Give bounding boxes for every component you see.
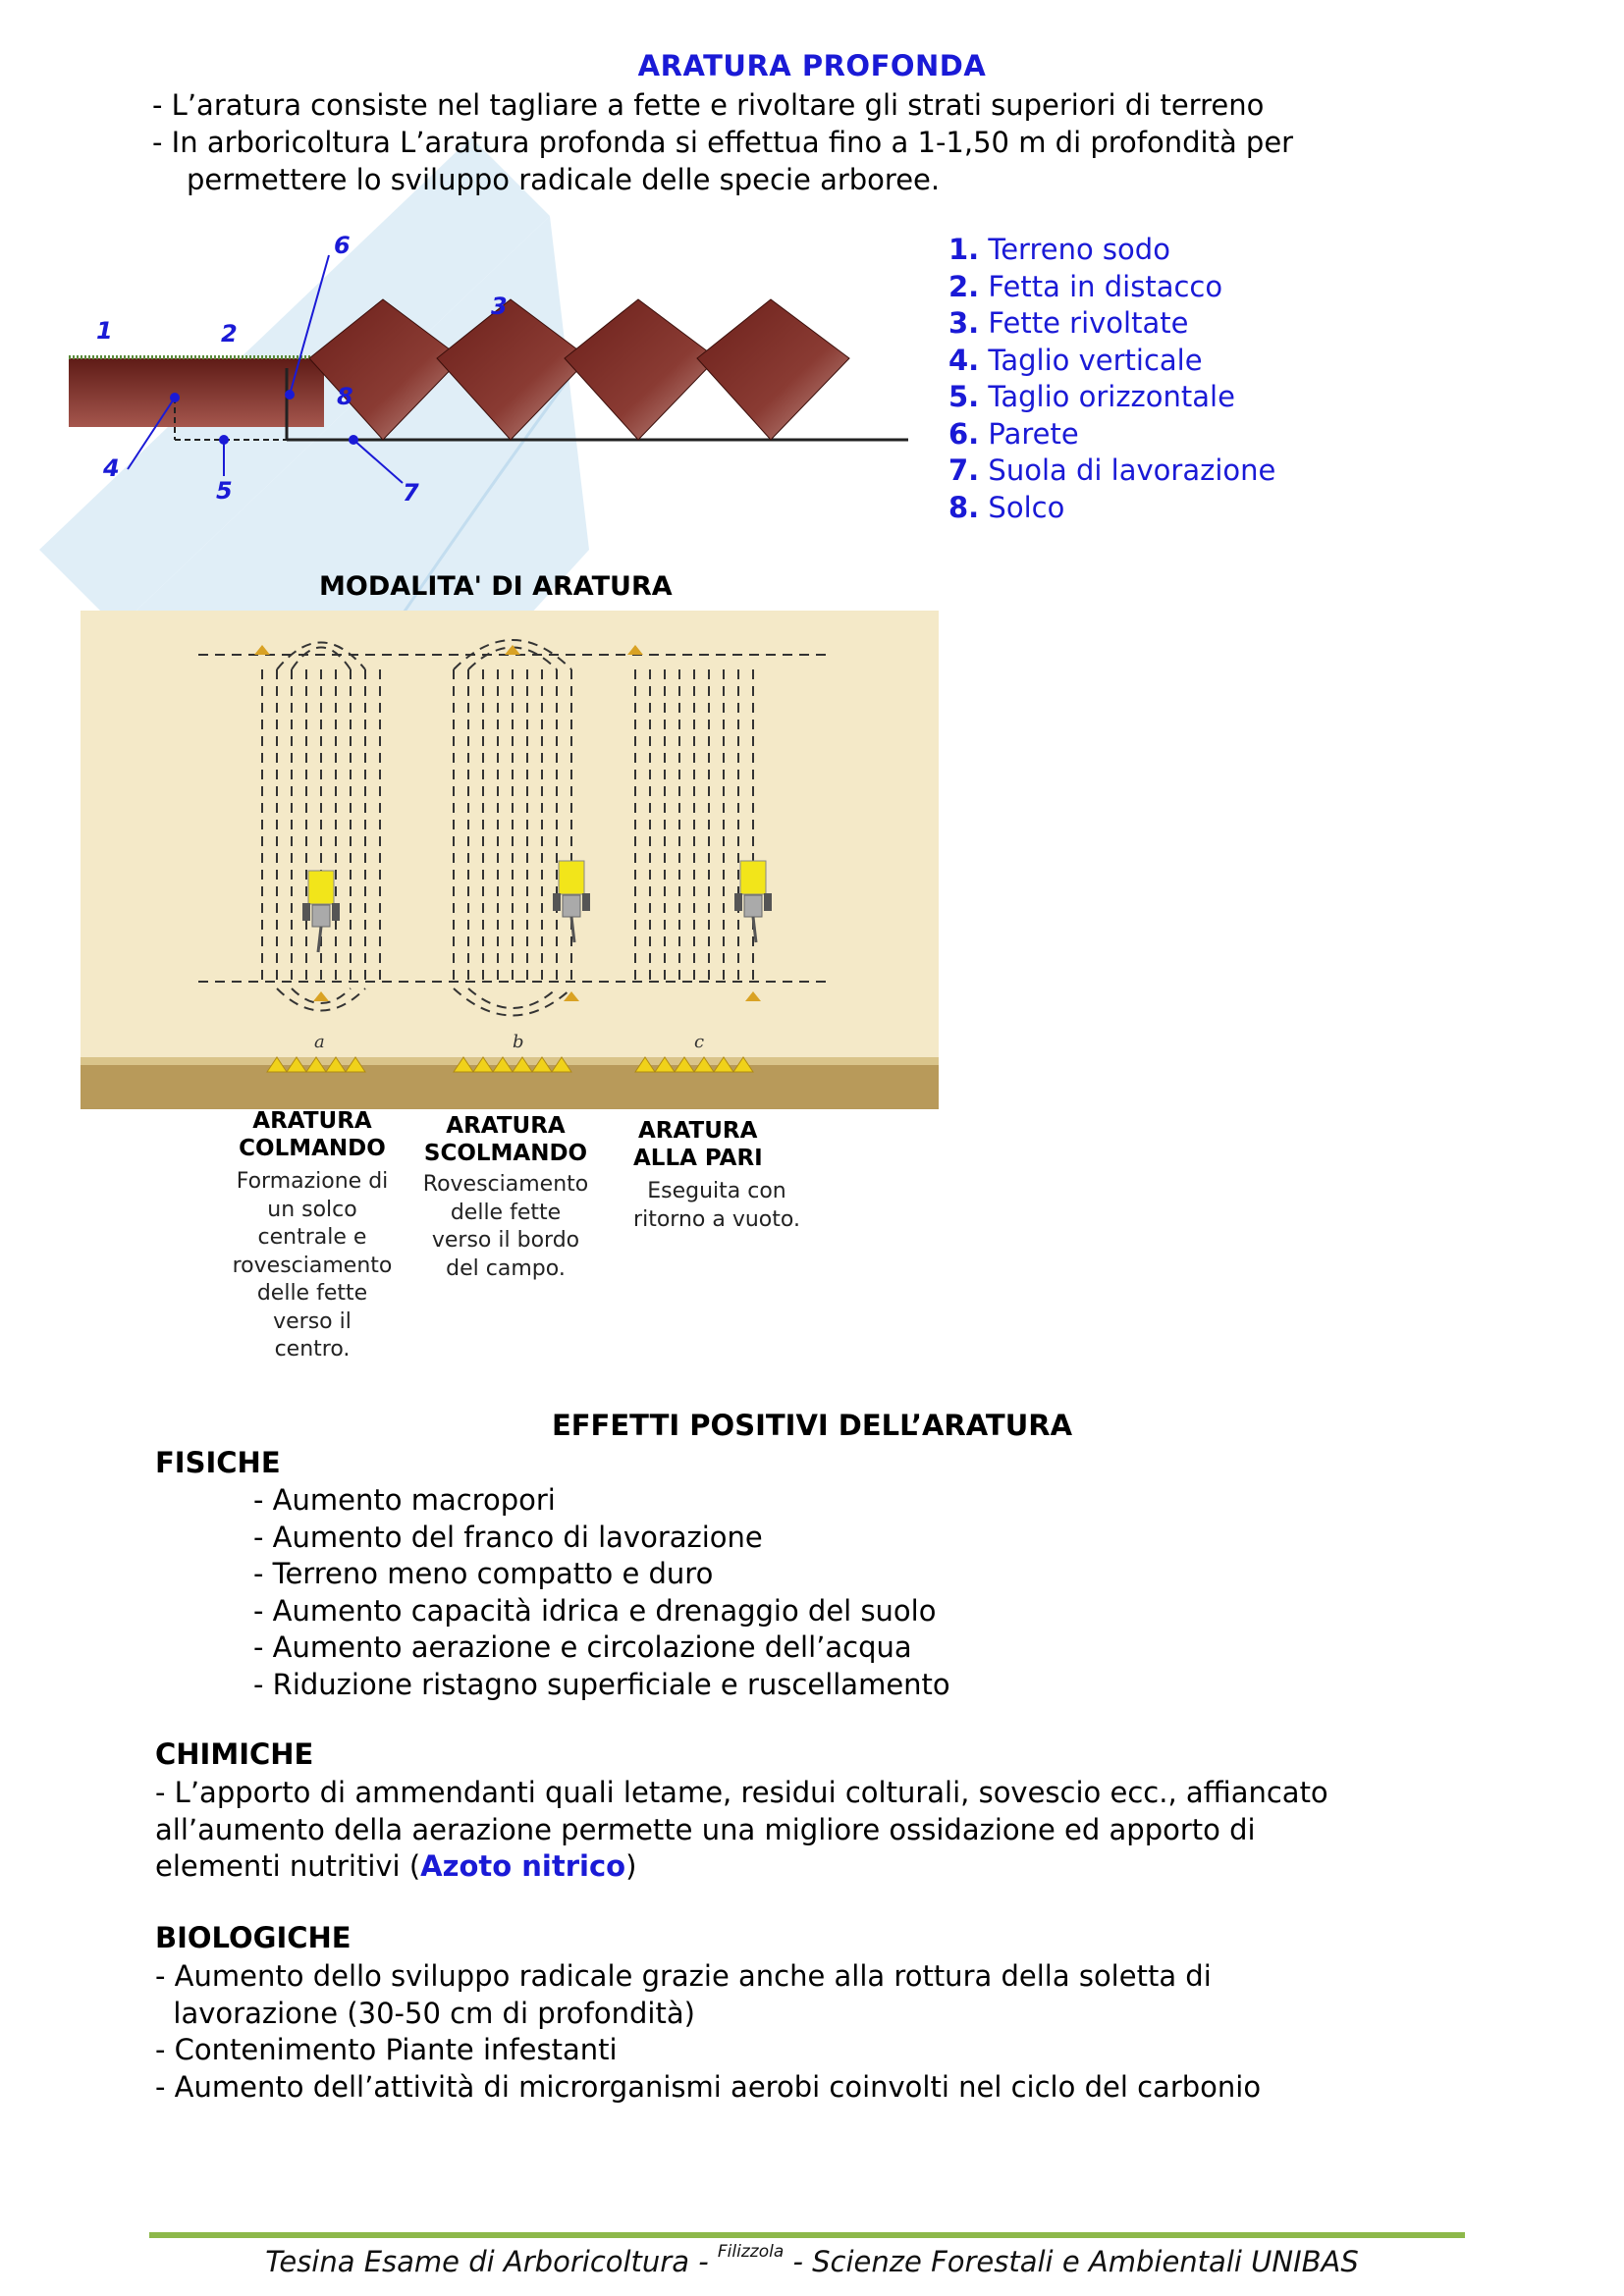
legend-item: 6. Parete (948, 416, 1079, 451)
mode-desc: verso il bordo (431, 1228, 580, 1253)
list-item: - Aumento aerazione e circolazione dell’acqua (253, 1630, 912, 1664)
diagram-label-8: 8 (337, 383, 353, 410)
intro-line: permettere lo sviluppo radicale delle specie arboree. (187, 163, 941, 196)
footer-author: Filizzola (717, 2242, 785, 2263)
page-title: ARATURA PROFONDA (637, 49, 987, 82)
mode-desc: verso il (273, 1308, 352, 1334)
legend-item: 7. Suola di lavorazione (948, 454, 1276, 487)
footer-divider (149, 2232, 1465, 2238)
legend-item: 5. Taglio orizzontale (948, 380, 1235, 413)
diagram-label-4: 4 (103, 454, 120, 482)
biologiche-heading: BIOLOGICHE (155, 1921, 352, 1954)
chimiche-heading: CHIMICHE (155, 1737, 314, 1771)
list-item: - Terreno meno compatto e duro (253, 1557, 714, 1590)
mode-label: ARATURA (638, 1118, 758, 1144)
diagram-label-3: 3 (491, 293, 508, 320)
fetta-in-distacco (206, 358, 324, 427)
intro-text (152, 86, 1429, 198)
mode-desc: del campo. (446, 1255, 566, 1281)
diagram-legend (948, 232, 1275, 526)
mode-letter-a: a (314, 1032, 325, 1052)
mode-scolmando (398, 1112, 614, 1283)
list-item: - Aumento del franco di lavorazione (253, 1520, 763, 1554)
paragraph-line: all’aumento della aerazione permette una migliore ossidazione ed apporto di (155, 1812, 1256, 1846)
list-item: - Contenimento Piante infestanti (155, 2033, 618, 2066)
mode-desc: un solco (267, 1197, 357, 1222)
plough-diagram (59, 226, 923, 520)
legend-item: 3. Fette rivoltate (948, 306, 1189, 340)
terreno-sodo (69, 358, 206, 427)
mode-desc: ritorno a vuoto. (633, 1206, 800, 1232)
diagram-label-5: 5 (216, 477, 233, 505)
fette-rivoltate (309, 299, 849, 440)
mode-letter-c: c (694, 1032, 705, 1052)
mode-desc: Formazione di (236, 1169, 389, 1194)
effects-title: EFFETTI POSITIVI DELL’ARATURA (551, 1409, 1073, 1442)
diagram-label-2: 2 (221, 320, 238, 347)
mode-desc: centrale e (257, 1225, 367, 1250)
mode-desc: Rovesciamento (422, 1172, 589, 1197)
mode-label: COLMANDO (239, 1136, 386, 1161)
mode-label: ALLA PARI (633, 1146, 763, 1171)
chimiche-text (155, 1775, 1328, 1886)
mode-letter-b: b (513, 1032, 524, 1052)
list-item: - Aumento dell’attività di microrganismi aerobi coinvolti nel ciclo del carbonio (155, 2069, 1262, 2104)
intro-line: - In arboricoltura L’aratura profonda si effettua fino a 1-1,50 m di profondità per (152, 126, 1294, 159)
mode-alla-pari (609, 1117, 825, 1234)
legend-item: 8. Solco (948, 490, 1065, 524)
mode-desc: delle fette (450, 1200, 562, 1225)
list-item: - Aumento macropori (253, 1483, 556, 1517)
page-footer: Tesina Esame di Arboricoltura - $^{Filizzola}$ - Scienze Forestali e Ambientali UNIBAS (265, 2242, 1359, 2278)
intro-line: - L’aratura consiste nel tagliare a fette e rivoltare gli strati superiori di terreno (152, 88, 1265, 122)
diagram-label-1: 1 (96, 317, 113, 345)
fisiche-heading: FISICHE (155, 1446, 281, 1479)
diagram-label-7: 7 (403, 479, 419, 507)
mode-desc: centro. (274, 1337, 351, 1362)
mode-label: SCOLMANDO (423, 1141, 588, 1166)
list-item: - Riduzione ristagno superficiale e ruscellamento (253, 1667, 950, 1701)
list-item: - Aumento capacità idrica e drenaggio del suolo (253, 1593, 937, 1628)
mode-colmando (194, 1107, 430, 1364)
modalita-title: MODALITA' DI ARATURA (319, 571, 673, 602)
mode-label: ARATURA (446, 1113, 566, 1139)
mode-desc: rovesciamento (232, 1253, 393, 1278)
list-item: - Aumento dello sviluppo radicale grazie anche alla rottura della soletta di (155, 1959, 1212, 1993)
diagram-label-6: 6 (334, 232, 351, 259)
paragraph-line: elementi nutritivi (Azoto nitrico) (155, 1849, 637, 1883)
fisiche-list (253, 1482, 950, 1703)
mode-desc: Eseguita con (647, 1179, 786, 1203)
list-item: lavorazione (30-50 cm di profondità) (155, 1996, 695, 2030)
legend-item: 1. Terreno sodo (948, 233, 1170, 266)
legend-item: 2. Fetta in distacco (948, 269, 1223, 303)
biologiche-list (155, 1958, 1261, 2106)
paragraph-line: - L’apporto di ammendanti quali letame, residui colturali, sovescio ecc., affiancato (155, 1776, 1328, 1809)
modalita-diagram (81, 611, 939, 1109)
legend-item: 4. Taglio verticale (948, 343, 1203, 377)
mode-label: ARATURA (252, 1108, 372, 1134)
azoto-nitrico-highlight: Azoto nitrico (420, 1849, 626, 1883)
mode-desc: delle fette (256, 1281, 368, 1306)
